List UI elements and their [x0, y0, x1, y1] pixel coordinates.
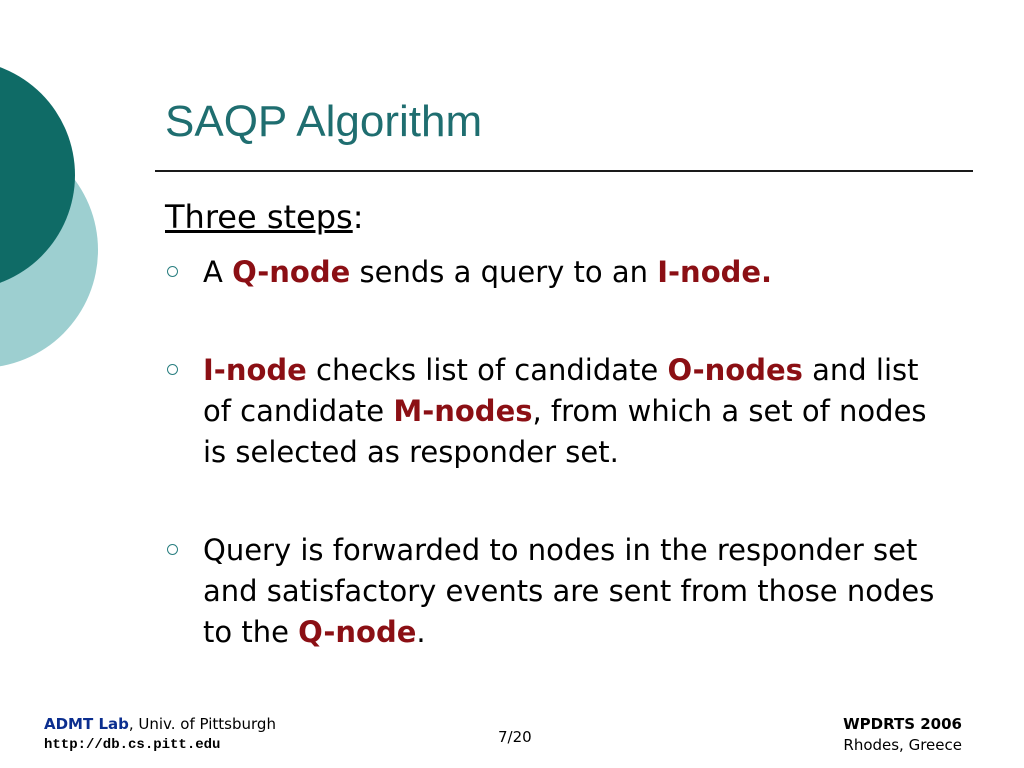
- lab-name: ADMT Lab: [44, 715, 129, 733]
- keyword-q-node: Q-node: [232, 255, 351, 289]
- steps-heading: [165, 198, 364, 236]
- hollow-circle-bullet-icon: [167, 364, 178, 375]
- footer-lab-line: [44, 714, 276, 735]
- keyword-i-node: I-node.: [657, 255, 773, 289]
- hollow-circle-bullet-icon: [167, 266, 178, 277]
- title-divider: [155, 170, 973, 172]
- text-run: checks list of candidate: [306, 353, 668, 387]
- step-text: [203, 353, 927, 469]
- footer-affiliation: [44, 714, 276, 756]
- text-run: A: [203, 255, 233, 289]
- keyword-i-node: I-node: [203, 353, 307, 387]
- slide-number: 7/20: [498, 728, 532, 746]
- keyword-o-nodes: O-nodes: [667, 353, 803, 387]
- text-run: and list of candidate: [203, 353, 919, 428]
- step-item-2: [163, 350, 953, 473]
- step-text: [203, 533, 934, 649]
- step-item-1: [163, 252, 953, 293]
- footer-conference: [843, 714, 962, 756]
- lab-url[interactable]: http://db.cs.pitt.edu: [44, 737, 221, 753]
- text-run: Query is forwarded to nodes in the responder set and satisfactory events are sent from those nodes to the: [203, 533, 935, 649]
- hollow-circle-bullet-icon: [167, 544, 178, 555]
- keyword-q-node: Q-node: [298, 615, 417, 649]
- text-run: , from which a set of nodes is selected as responder set.: [203, 394, 927, 469]
- steps-heading-text: Three steps: [165, 198, 353, 236]
- decorative-circles: [0, 0, 120, 420]
- university-name: , Univ. of Pittsburgh: [128, 715, 276, 733]
- conference-name: WPDRTS 2006: [843, 715, 962, 733]
- text-run: sends a query to an: [350, 255, 658, 289]
- text-run: .: [416, 615, 426, 649]
- keyword-m-nodes: M-nodes: [393, 394, 533, 428]
- slide-title: SAQP Algorithm: [165, 97, 483, 146]
- step-item-3: [163, 530, 953, 653]
- steps-heading-colon: :: [352, 198, 364, 236]
- conference-location: Rhodes, Greece: [843, 736, 962, 754]
- step-text: [203, 255, 772, 289]
- steps-list: [163, 252, 953, 653]
